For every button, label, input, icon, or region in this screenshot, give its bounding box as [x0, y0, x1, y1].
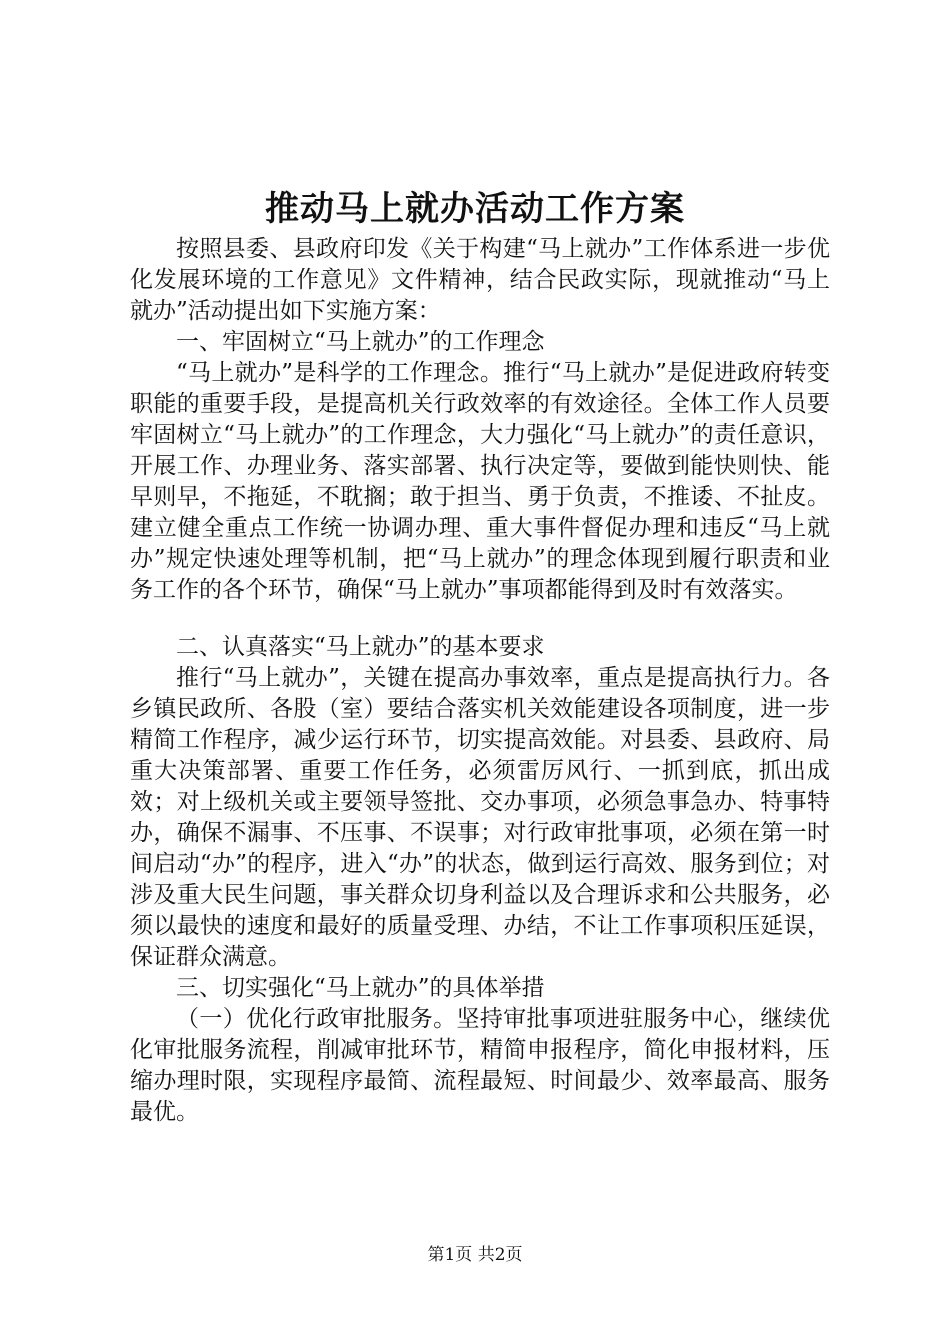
section-heading-1: 一、牢固树立“马上就办”的工作理念: [176, 329, 545, 355]
document-body: [130, 234, 830, 1128]
body-paragraph: （一）优化行政审批服务。坚持审批事项进驻服务中心，继续优化审批服务流程，削减审批环节，精简申报程序，简化申报材料，压缩办理时限，实现程序最简、流程最短、时间最少、效率最高、服务最优。: [130, 1006, 830, 1125]
body-paragraph: 推行“马上就办”，关键在提高办事效率，重点是提高执行力。各乡镇民政所、各股（室）要结合落实机关效能建设各项制度，进一步精简工作程序，减少运行环节，切实提高效能。对县委、县政府、局重大决策部署、重要工作任务，必须雷厉风行、一抓到底，抓出成效；对上级机关或主要领导签批、交办事项，必须急事急办、特事特办，确保不漏事、不压事、不误事；对行政审批事项，必须在第一时间启动“办”的程序，进入“办”的状态，做到运行高效、服务到位；对涉及重大民生问题，事关群众切身利益以及合理诉求和公共服务，必须以最快的速度和最好的质量受理、办结，不让工作事项积压延误，保证群众满意。: [130, 665, 830, 970]
intro-paragraph: 按照县委、县政府印发《关于构建“马上就办”工作体系进一步优化发展环境的工作意见》文件精神，结合民政实际，现就推动“马上就办”活动提出如下实施方案：: [130, 236, 830, 324]
body-paragraph: “马上就办”是科学的工作理念。推行“马上就办”是促进政府转变职能的重要手段，是提高机关行政效率的有效途径。全体工作人员要牢固树立“马上就办”的工作理念，大力强化“马上就办”的责任意识，开展工作、办理业务、落实部署、执行决定等，要做到能快则快、能早则早，不拖延，不耽搁；敢于担当、勇于负责，不推诿、不扯皮。建立健全重点工作统一协调办理、重大事件督促办理和违反“马上就办”规定快速处理等机制，把“马上就办”的理念体现到履行职责和业务工作的各个环节，确保“马上就办”事项都能得到及时有效落实。: [130, 360, 830, 603]
page-number-footer: 第1页 共2页: [427, 1245, 523, 1265]
section-heading-2: 二、认真落实“马上就办”的基本要求: [176, 634, 545, 660]
section-heading-3: 三、切实强化“马上就办”的具体举措: [176, 975, 545, 1001]
document-title: 推动马上就办活动工作方案: [265, 189, 685, 229]
